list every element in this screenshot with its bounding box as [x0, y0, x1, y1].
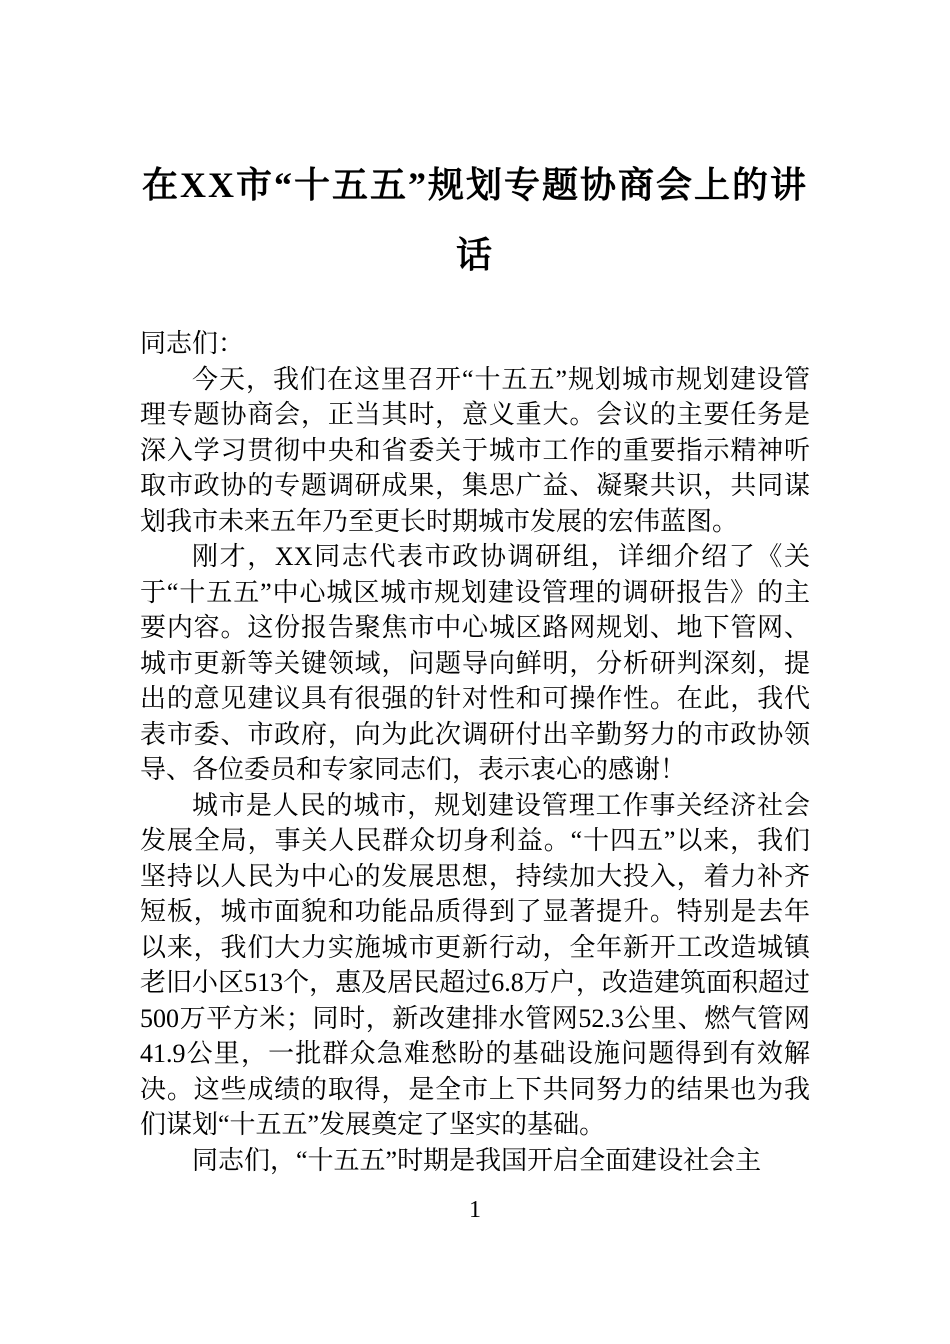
- salutation: 同志们：: [140, 329, 245, 358]
- paragraph-1: 今天，我们在这里召开“十五五”规划城市规划建设管理专题协商会，正当其时，意义重大。会议的主要任务是深入学习贯彻中央和省委关于城市工作的重要指示精神听取市政协的专题调研成果，集思广益、凝聚共识，共同谋划我市未来五年乃至更长时期城市发展的宏伟蓝图。: [140, 364, 810, 536]
- paragraph-3: 城市是人民的城市，规划建设管理工作事关经济社会发展全局，事关人民群众切身利益。“十四五”以来，我们坚持以人民为中心的发展思想，持续加大投入，着力补齐短板，城市面貌和功能品质得到了显著提升。特别是去年以来，我们大力实施城市更新行动，全年新开工改造城镇老旧小区513个，惠及居民超过6.8万户，改造建筑面积超过500万平方米；同时，新改建排水管网52.3公里、燃气管网41.9公里，一批群众急难愁盼的基础设施问题得到有效解决。这些成绩的取得，是全市上下共同努力的结果也为我们谋划“十五五”发展奠定了坚实的基础。: [140, 790, 810, 1139]
- page-number: 1: [469, 1197, 481, 1223]
- document-body: [140, 326, 810, 1178]
- document-title: 在XX市“十五五”规划专题协商会上的讲话: [142, 165, 808, 275]
- paragraph-4: 同志们，“十五五”时期是我国开启全面建设社会主: [192, 1145, 762, 1175]
- paragraph-2: 刚才，XX同志代表市政协调研组，详细介绍了《关于“十五五”中心城区城市规划建设管理的调研报告》的主要内容。这份报告聚焦市中心城区路网规划、地下管网、城市更新等关键领域，问题导向鲜明，分析研判深刻，提出的意见建议具有很强的针对性和可操作性。在此，我代表市委、市政府，向为此次调研付出辛勤努力的市政协领导、各位委员和专家同志们，表示衷心的感谢！: [140, 542, 810, 784]
